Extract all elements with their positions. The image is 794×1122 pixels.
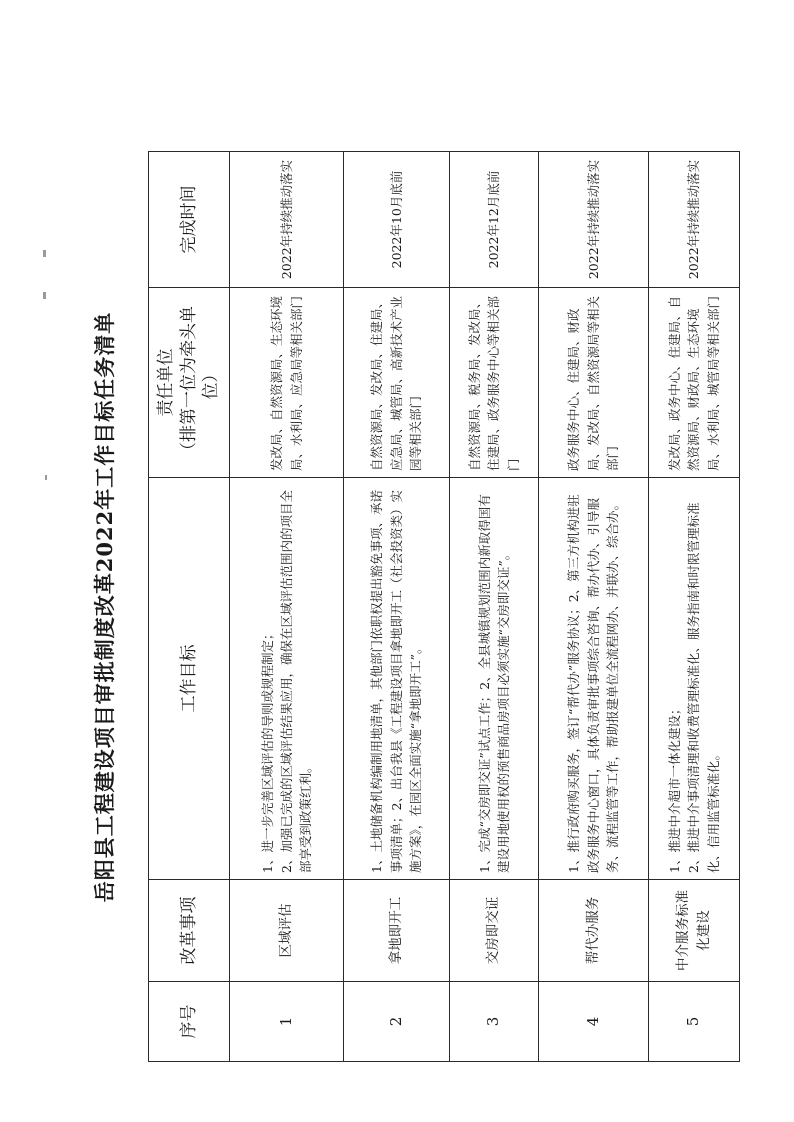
goal-line: 2、加强已完成的区域评估结果应用，确保在区域评估范围内的项目全部享受到政策红利。 <box>278 490 314 873</box>
task-table <box>148 151 740 1062</box>
row-unit: 自然资源局、发改局、住建局、应急局、城管局、高新技术产业园等相关部门 <box>344 288 450 478</box>
header-item: 改革事项 <box>149 880 230 982</box>
row-unit: 自然资源局、税务局、发改局、住建局、政务服务中心等相关部门 <box>449 288 538 478</box>
scan-mark <box>43 292 46 299</box>
row-goal <box>344 478 450 880</box>
header-deadline: 完成时间 <box>149 152 230 288</box>
rotated-document-sheet <box>82 152 742 1062</box>
row-goal <box>648 478 739 880</box>
header-no: 序号 <box>149 982 230 1062</box>
row-item: 区域评估 <box>230 880 344 982</box>
row-no: 2 <box>344 982 450 1062</box>
scan-mark <box>45 475 47 480</box>
row-deadline: 2022年持续推动落实 <box>230 152 344 288</box>
scan-mark <box>43 250 46 257</box>
goal-line: 1、进一步完善区域评估的导则或规程制定； <box>259 627 275 873</box>
table-row <box>344 152 450 1062</box>
table-row <box>648 152 739 1062</box>
table-row <box>449 152 538 1062</box>
row-item: 中介服务标准化建设 <box>648 880 739 982</box>
goal-line: 1、推进中介超市一体化建设； <box>666 702 682 873</box>
row-unit: 政务服务中心、住建局、财政局、发改局、自然资源局等相关部门 <box>538 288 648 478</box>
goal-line: 2、推进中介事项清理和收费管理标准化、服务指南和时限管理标准化、信用监管标准化。 <box>686 502 721 873</box>
row-no: 3 <box>449 982 538 1062</box>
table-row <box>538 152 648 1062</box>
row-deadline: 2022年持续推动落实 <box>648 152 739 288</box>
row-item: 帮代办服务 <box>538 880 648 982</box>
row-item: 拿地即开工 <box>344 880 450 982</box>
table-header-row <box>149 152 230 1062</box>
row-deadline: 2022年10月底前 <box>344 152 450 288</box>
row-no: 4 <box>538 982 648 1062</box>
row-item: 交房即交证 <box>449 880 538 982</box>
header-unit-line1: 责任单位 <box>155 348 176 417</box>
goal-line: 1、推行政府购买服务，签订“帮代办”服务协议；2、第三方机构进驻政务服务中心窗口，具体负责审批事项综合咨询、帮办代办、引导服务、流程监管等工作，帮助报建单位全流程网办、并联办、综合办。 <box>566 494 621 873</box>
header-goal: 工作目标 <box>149 478 230 880</box>
row-unit: 发改局、自然资源局、生态环境局、水利局、应急局等相关部门 <box>230 288 344 478</box>
row-unit: 发改局、政务中心、住建局、自然资源局、财政局、生态环境局、水利局、城管局等相关部门 <box>648 288 739 478</box>
row-no: 5 <box>648 982 739 1062</box>
row-no: 1 <box>230 982 344 1062</box>
goal-line: 1、土地储备机构编制用地清单，其他部门依职权提出豁免事项、承诺事项清单；2、出台我县《工程建设项目拿地即开工（社会投资类）实施方案》，在园区全面实施“拿地即开工”。 <box>369 490 424 873</box>
row-deadline: 2022年12月底前 <box>449 152 538 288</box>
header-unit-line2: （排第一位为牵头单位） <box>178 306 222 459</box>
row-goal <box>538 478 648 880</box>
goal-line: 1、完成“交房即交证”试点工作；2、全县城镇规划范围内新取得国有建设用地使用权的预售商品房项目必须实施“交房即交证”。 <box>476 494 511 873</box>
document-title: 岳阳县工程建设项目审批制度改革2022年工作目标任务清单 <box>92 311 117 903</box>
table-row <box>230 152 344 1062</box>
header-unit <box>149 288 230 478</box>
row-goal <box>230 478 344 880</box>
row-goal <box>449 478 538 880</box>
row-deadline: 2022年持续推动落实 <box>538 152 648 288</box>
